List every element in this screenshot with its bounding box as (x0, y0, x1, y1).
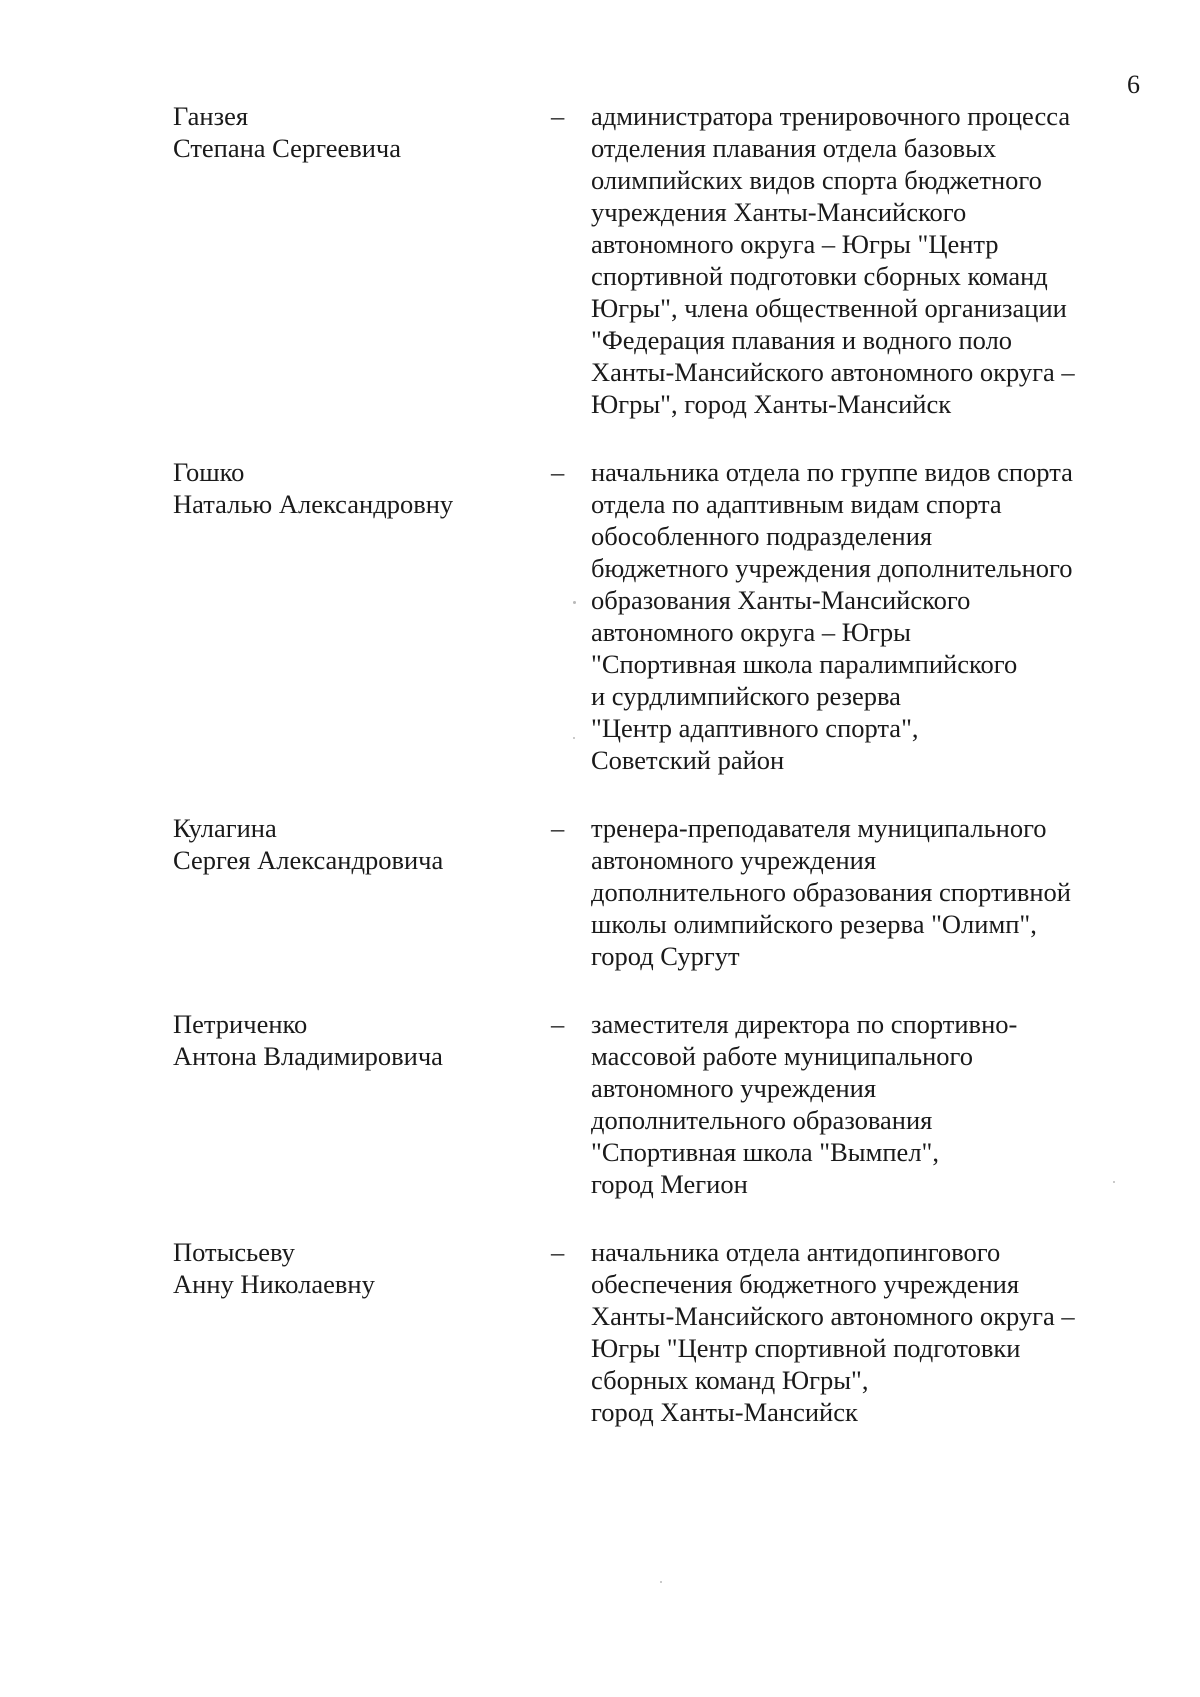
position-line: начальника отдела антидопингового (591, 1237, 1001, 1267)
list-item (0, 812, 1200, 972)
surname: Потысьеву (173, 1237, 295, 1267)
list-item (0, 100, 1200, 420)
position-line: "Федерация плавания и водного поло (591, 325, 1013, 355)
position-line: дополнительного образования спортивной (591, 877, 1071, 907)
position-line: отделения плавания отдела базовых (591, 133, 997, 163)
dash-separator: – (551, 1237, 565, 1267)
position-line: автономного учреждения (591, 1073, 877, 1103)
position-line: администратора тренировочного процесса (591, 101, 1071, 131)
list-item (0, 1008, 1200, 1200)
person-name (0, 456, 454, 776)
scan-speck (1113, 1181, 1115, 1183)
given-names: Степана Сергеевича (173, 133, 402, 163)
position-line: Ханты-Мансийского автономного округа – (591, 357, 1075, 387)
position-line: обеспечения бюджетного учреждения (591, 1269, 1020, 1299)
position-line: и сурдлимпийского резерва (591, 681, 901, 711)
person-name (0, 1236, 379, 1428)
given-names: Наталью Александровну (173, 489, 454, 519)
position-description (591, 456, 1131, 776)
position-line: автономного округа – Югры "Центр (591, 229, 999, 259)
position-line: тренера-преподавателя муниципального (591, 813, 1047, 843)
position-line: Югры", город Ханты-Мансийск (591, 389, 952, 419)
given-names: Антона Владимировича (173, 1041, 443, 1071)
person-name (0, 1008, 443, 1200)
dash-separator: – (551, 813, 565, 843)
position-line: "Спортивная школа "Вымпел", (591, 1137, 939, 1167)
position-line: образования Ханты-Мансийского (591, 585, 971, 615)
person-name (0, 100, 402, 420)
appointment-list (0, 100, 1200, 1464)
position-line: город Ханты-Мансийск (591, 1397, 858, 1427)
position-line: "Центр адаптивного спорта", (591, 713, 919, 743)
position-description (591, 1236, 1131, 1428)
position-line: бюджетного учреждения дополнительного (591, 553, 1073, 583)
position-line: город Сургут (591, 941, 740, 971)
position-line: начальника отдела по группе видов спорта (591, 457, 1073, 487)
position-line: школы олимпийского резерва "Олимп", (591, 909, 1037, 939)
dash-separator: – (551, 1009, 565, 1039)
position-line: автономного учреждения (591, 845, 877, 875)
position-line: дополнительного образования (591, 1105, 933, 1135)
position-line: обособленного подразделения (591, 521, 933, 551)
position-line: сборных команд Югры", (591, 1365, 869, 1395)
position-description (591, 100, 1131, 420)
dash-separator: – (551, 457, 565, 487)
person-name (0, 812, 444, 972)
position-line: автономного округа – Югры (591, 617, 911, 647)
position-line: учреждения Ханты-Мансийского (591, 197, 967, 227)
surname: Гошко (173, 457, 245, 487)
scan-speck (573, 601, 576, 604)
position-line: отдела по адаптивным видам спорта (591, 489, 1002, 519)
given-names: Сергея Александровича (173, 845, 444, 875)
position-description (591, 1008, 1131, 1200)
scan-speck (573, 737, 575, 739)
position-line: Югры "Центр спортивной подготовки (591, 1333, 1021, 1363)
position-line: Ханты-Мансийского автономного округа – (591, 1301, 1075, 1331)
position-line: город Мегион (591, 1169, 748, 1199)
position-line: спортивной подготовки сборных команд (591, 261, 1048, 291)
surname: Кулагина (173, 813, 277, 843)
position-description (591, 812, 1131, 972)
dash-separator: – (551, 101, 565, 131)
list-item (0, 456, 1200, 776)
position-line: Советский район (591, 745, 785, 775)
scan-speck (660, 1581, 662, 1583)
surname: Ганзея (173, 101, 249, 131)
surname: Петриченко (173, 1009, 308, 1039)
position-line: олимпийских видов спорта бюджетного (591, 165, 1042, 195)
position-line: массовой работе муниципального (591, 1041, 973, 1071)
position-line: заместителя директора по спортивно- (591, 1009, 1018, 1039)
position-line: Югры", члена общественной организации (591, 293, 1067, 323)
position-line: "Спортивная школа паралимпийского (591, 649, 1018, 679)
list-item (0, 1236, 1200, 1428)
given-names: Анну Николаевну (173, 1269, 375, 1299)
page-number: 6 (1127, 70, 1140, 99)
